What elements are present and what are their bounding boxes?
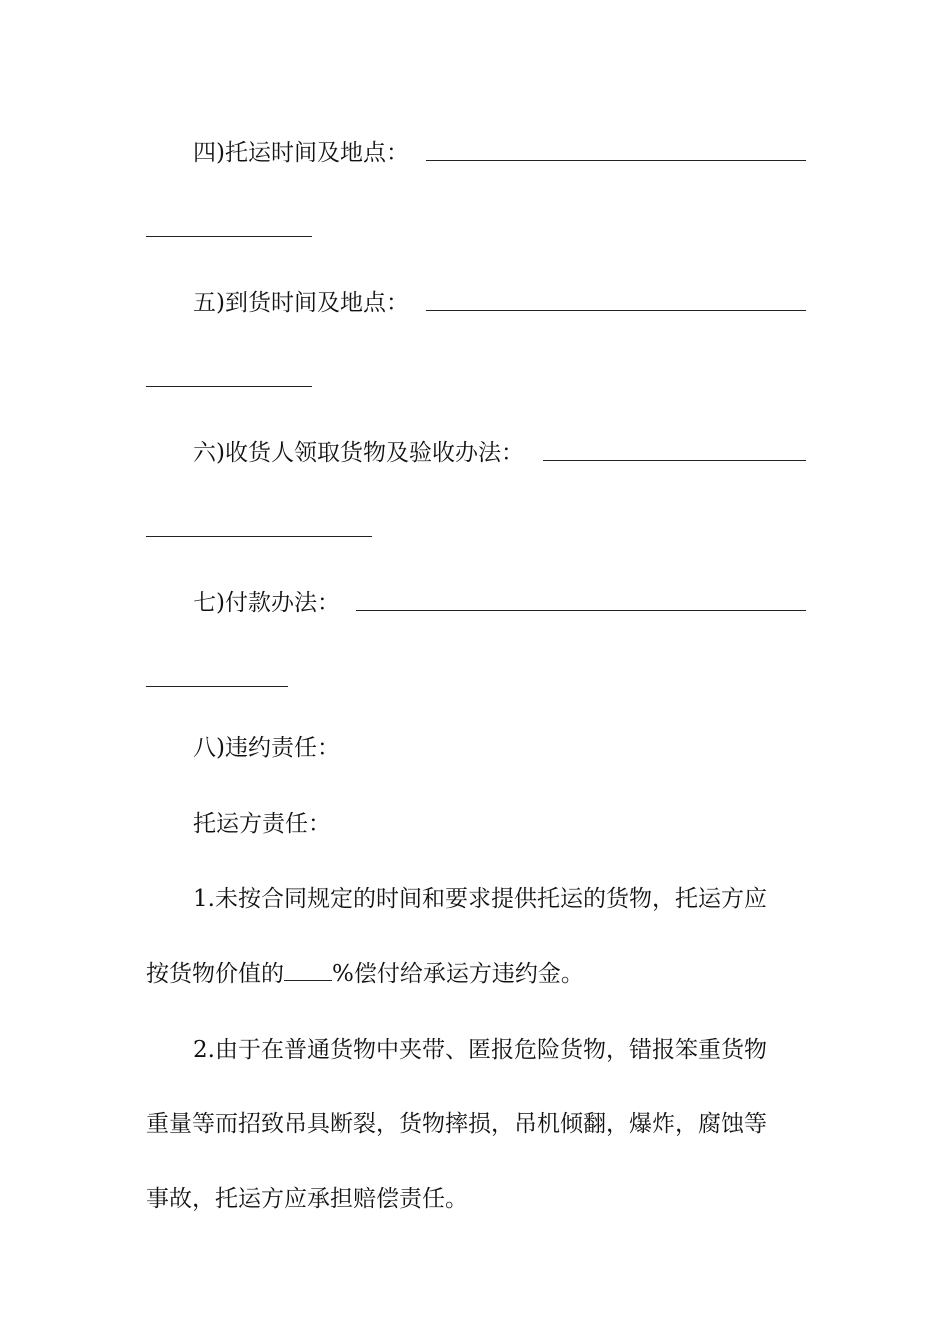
section-4-fill-line-cont — [146, 236, 312, 237]
section-6-fill-line-cont — [146, 536, 372, 537]
section-4-label: 四)托运时间及地点： — [193, 140, 409, 166]
section-4-fill-line — [426, 160, 806, 161]
section-6-fill-line — [543, 460, 806, 461]
section-5-fill-line — [426, 310, 806, 311]
section-5-fill-line-cont — [146, 386, 312, 387]
consignor-heading: 托运方责任： — [193, 811, 331, 837]
clause-2-line-1: 2.由于在普通货物中夹带、匿报危险货物，错报笨重货物 — [193, 1037, 767, 1063]
section-7-fill-line — [356, 610, 806, 611]
section-7-label: 七)付款办法： — [193, 590, 340, 616]
section-6-label: 六)收货人领取货物及验收办法： — [193, 440, 524, 466]
clause-1-line-2 — [146, 954, 584, 994]
section-7-fill-line-cont — [146, 686, 288, 687]
percentage-blank — [284, 958, 332, 981]
section-5-label: 五)到货时间及地点： — [193, 290, 409, 316]
clause-1-pre: 按货物价值的 — [146, 961, 284, 987]
clause-2-line-3: 事故，托运方应承担赔偿责任。 — [146, 1186, 468, 1212]
clause-1-post: %偿付给承运方违约金。 — [332, 961, 584, 987]
section-8-label: 八)违约责任： — [193, 735, 340, 761]
clause-1-line-1: 1.未按合同规定的时间和要求提供托运的货物，托运方应 — [193, 886, 767, 912]
clause-2-line-2: 重量等而招致吊具断裂，货物摔损，吊机倾翻，爆炸，腐蚀等 — [146, 1111, 767, 1137]
